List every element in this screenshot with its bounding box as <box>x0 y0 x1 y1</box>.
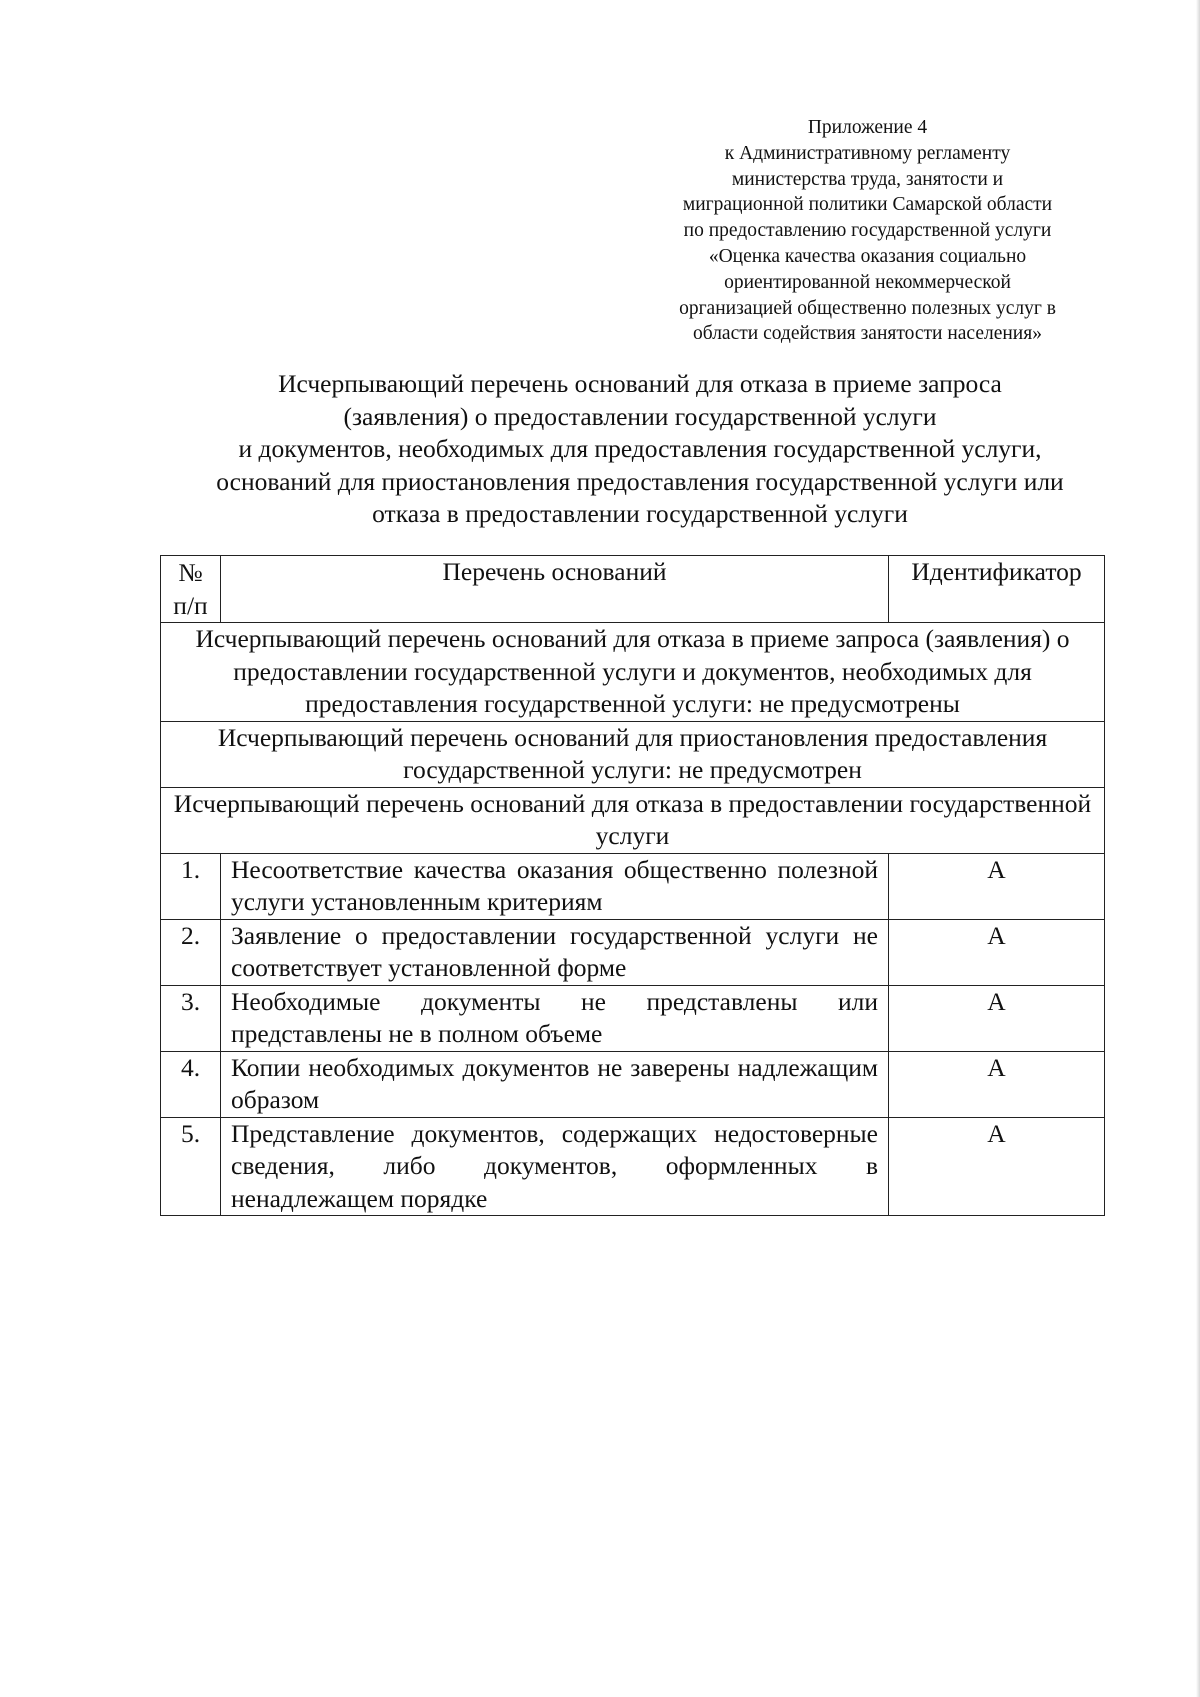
section-heading: Исчерпывающий перечень оснований для отказа в предоставлении государственной услуги <box>161 787 1105 853</box>
row-number: 5. <box>161 1117 221 1216</box>
row-number: 2. <box>161 919 221 985</box>
appendix-line: к Административному регламенту <box>724 142 1011 164</box>
header-identifier: Идентификатор <box>889 556 1105 623</box>
table-row <box>161 1051 1105 1117</box>
title-line: отказа в предоставлении государственной услуги <box>372 499 908 528</box>
header-reasons: Перечень оснований <box>221 556 889 623</box>
title-line: Исчерпывающий перечень оснований для отказа в приеме запроса <box>278 369 1002 398</box>
table-row <box>161 985 1105 1051</box>
row-identifier: А <box>889 1117 1105 1216</box>
row-number: 1. <box>161 853 221 919</box>
section-heading: Исчерпывающий перечень оснований для отказа в приеме запроса (заявления) о предоставлении государственной услуги и документов, необходимых для предоставления государственной услуги: не предусмотрены <box>161 623 1105 722</box>
appendix-line: «Оценка качества оказания социально <box>708 245 1027 267</box>
title-line: и документов, необходимых для предоставления государственной услуги, <box>238 434 1042 463</box>
section-heading: Исчерпывающий перечень оснований для приостановления предоставления государственной услуги: не предусмотрен <box>161 721 1105 787</box>
section-row <box>161 787 1105 853</box>
appendix-line: миграционной политики Самарской области <box>682 194 1053 216</box>
appendix-line: по предоставлению государственной услуги <box>683 220 1052 242</box>
table-row <box>161 919 1105 985</box>
appendix-line: Приложение 4 <box>807 117 928 138</box>
row-identifier: А <box>889 919 1105 985</box>
title-line: оснований для приостановления предоставления государственной услуги или <box>216 466 1064 496</box>
appendix-header <box>640 115 1095 347</box>
row-reason: Копии необходимых документов не заверены надлежащим образом <box>221 1051 889 1117</box>
row-reason: Заявление о предоставлении государственной услуги не соответствует установленной форме <box>221 919 889 985</box>
header-number <box>161 556 221 623</box>
appendix-line: ориентированной некоммерческой <box>724 271 1011 293</box>
table-row <box>161 853 1105 919</box>
row-number: 4. <box>161 1051 221 1117</box>
header-number-line2: п/п <box>173 591 208 620</box>
row-identifier: А <box>889 1051 1105 1117</box>
document-title <box>150 368 1130 531</box>
section-row <box>161 721 1105 787</box>
title-line: (заявления) о предоставлении государственной услуги <box>343 401 937 431</box>
table-header-row <box>161 556 1105 623</box>
row-identifier: А <box>889 985 1105 1051</box>
appendix-line: министерства труда, занятости и <box>731 168 1004 190</box>
row-reason: Представление документов, содержащих недостоверные сведения, либо документов, оформленных в ненадлежащем порядке <box>221 1117 889 1216</box>
header-number-line1: № <box>178 558 203 587</box>
appendix-line: области содействия занятости населения» <box>693 323 1042 345</box>
page-edge-shadow <box>1196 0 1200 1697</box>
row-reason: Несоответствие качества оказания общественно полезной услуги установленным критериям <box>221 853 889 919</box>
row-reason: Необходимые документы не представлены или представлены не в полном объеме <box>221 985 889 1051</box>
grounds-table <box>160 555 1105 1216</box>
row-identifier: А <box>889 853 1105 919</box>
table-row <box>161 1117 1105 1216</box>
section-row <box>161 623 1105 722</box>
row-number: 3. <box>161 985 221 1051</box>
appendix-line: организацией общественно полезных услуг в <box>679 297 1056 319</box>
